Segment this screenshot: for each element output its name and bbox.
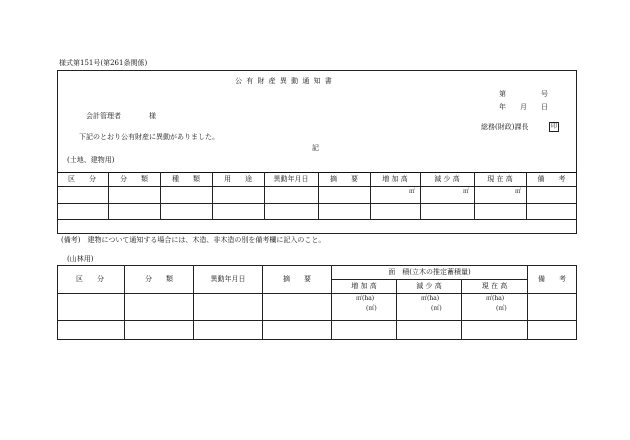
forest-header-summary: 摘 要: [283, 275, 311, 283]
header-remarks: 備 考: [537, 175, 566, 183]
forest-header-remarks: 備 考: [538, 275, 566, 283]
header-use: 用 途: [224, 175, 252, 183]
forest-current-unit: ㎡(ha): [486, 295, 505, 302]
decrease-unit: ㎡: [463, 188, 470, 195]
seal-mark: 印: [550, 123, 557, 130]
sender-title: 総務(財政)課長: [481, 123, 529, 131]
addressee: 会計管理者 様: [86, 112, 156, 120]
issue-date-field[interactable]: 年 月 日: [499, 103, 548, 111]
header-category: 区 分: [68, 175, 96, 183]
forest-decrease-unit: ㎡(ha): [421, 295, 440, 302]
header-change-date: 異動年月日: [273, 175, 309, 183]
header-classification: 分 類: [120, 175, 148, 183]
forest-header-category: 区 分: [76, 275, 104, 283]
statement-text: 下記のとおり公有財産に異動がありました。: [79, 133, 219, 141]
forest-section-label: (山林用): [67, 255, 94, 263]
form-number-label: 様式第151号(第261条関係): [59, 59, 148, 67]
form-title: 公 有 財 産 異 動 通 知 書: [235, 77, 333, 85]
forest-header-classification: 分 類: [145, 275, 173, 283]
header-type: 種 類: [172, 175, 200, 183]
header-current: 現 在 高: [487, 175, 513, 183]
forest-decrease-volume-unit: (㎥): [431, 305, 442, 312]
forest-increase-volume-unit: (㎥): [366, 305, 377, 312]
forest-subheader-current: 現 在 高: [481, 282, 508, 290]
forest-header-area: 面 積(立木の推定蓄積量): [388, 268, 471, 276]
current-unit: ㎡: [515, 188, 522, 195]
document-number-field[interactable]: 第 号: [499, 90, 548, 98]
header-increase: 増 加 高: [382, 175, 408, 183]
forest-subheader-decrease: 減 少 高: [416, 282, 442, 290]
forest-header-change-date: 異動年月日: [210, 275, 246, 283]
forest-current-volume-unit: (㎥): [496, 305, 507, 312]
increase-unit: ㎡: [409, 188, 416, 195]
forest-subheader-increase: 増 加 高: [351, 282, 377, 290]
ki-label: 記: [312, 144, 319, 152]
header-summary: 摘 要: [330, 175, 358, 183]
remarks-note: (備考) 建物について通知する場合には、木造、非木造の別を備考欄に記入のこと。: [61, 236, 326, 244]
header-decrease: 減 少 高: [434, 175, 460, 183]
forest-increase-unit: ㎡(ha): [356, 295, 375, 302]
land-building-section-label: (土地、建物用): [67, 156, 115, 164]
